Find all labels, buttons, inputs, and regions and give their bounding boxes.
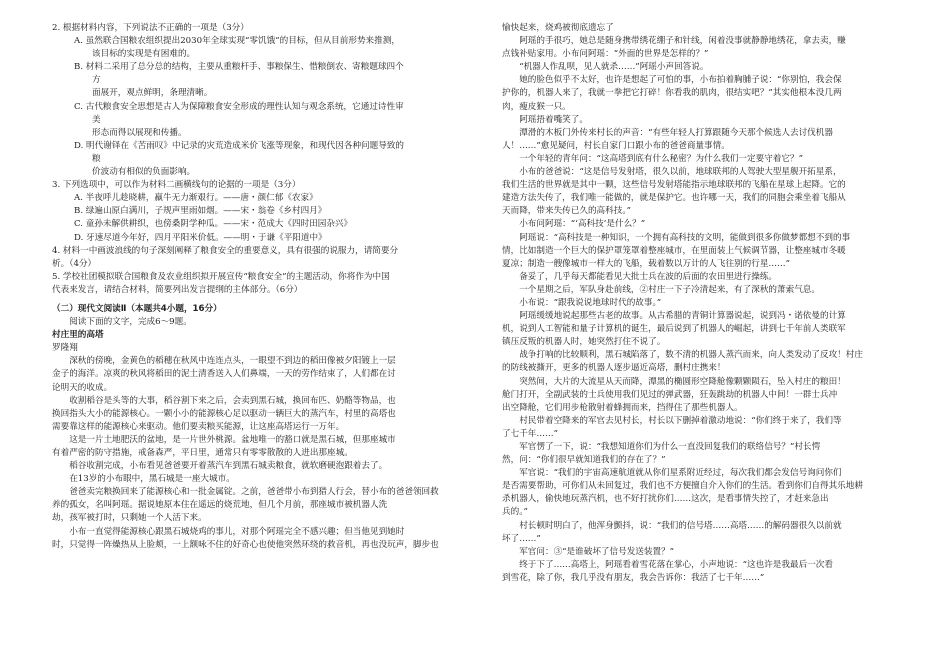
right-text-line: 备妥了，几乎每天都能看见大批士兵在波的后面的农田里进行操练。	[519, 271, 778, 282]
right-text-line: 到雪花，除了你，我几乎没有朋友，我会告诉你：我活了七千年……”	[502, 572, 765, 583]
right-text-line: 她的脸色似乎不太好，也许是想起了可怕的事，小布拍着胸脯子说：“你别怕，我会保	[519, 75, 842, 86]
left-text-line: 罗隆翔	[52, 343, 78, 354]
left-text-line: 深秋的傍晚，金黄色的稻穗在秋风中连连点头，一眼望不到边的稻田像被夕阳镀上一层	[69, 356, 396, 367]
left-text-line: 代表来发言，请结合材料，简要列出发言提纲的主体部分。（6分）	[52, 284, 303, 295]
right-text-line: 愉快起来，烧鸡被彻底遗忘了	[502, 23, 614, 33]
left-text-line: 换回指头大小的能源核心。一颗小小的能源核心足以驱动一辆巨大的蒸汽车，村里的高塔也	[52, 408, 396, 419]
left-text-line: 4. 材料一中画波浪线的句子深刻阐释了粮食安全的重要意义，具有很强的说服力，请简要分	[52, 245, 399, 256]
left-text-line: 形态而得以展现和传播。	[92, 127, 187, 138]
left-text-line: B. 绿遍山原白满川，子规声里雨如烟。——宋・翁卷《乡村四月》	[74, 206, 327, 217]
left-text-line: 方	[92, 75, 101, 86]
left-text-line: C. 古代粮食安全思想是古人为保障粮食安全形成的理性认知与观念系统，它通过诗性审	[74, 101, 404, 112]
left-text-line: 美	[92, 114, 101, 125]
right-text-line: 一个星期之后，军队身赴前线，②村庄一下子冷清起来，有了深秋的萧索气息。	[519, 284, 820, 295]
left-text-line: 面展开，观点鲜明，条理清晰。	[92, 88, 213, 99]
right-text-line: 终于下了……高塔上，阿瑶看着雪花落在掌心，小声地说：“这也许是我最后一次看	[519, 559, 833, 570]
right-text-line: 村民带着空降来的军官去见村长，村长以下删掉着激动地说：“你们终于来了，我们等	[519, 415, 842, 426]
left-text-line: 村庄里的高塔	[52, 330, 104, 341]
left-text-line: 论明天的收成。	[52, 382, 113, 393]
right-text-line: 小布说：“跟我说说地球时代的故事。”	[519, 297, 662, 308]
left-text-line: C. 童孙未解供耕织，也傍桑阴学种瓜。——宋・范成大《四时田园杂兴》	[74, 219, 353, 230]
right-text-line: 军官问：③“是谁破坏了信号发送装置？”	[519, 546, 675, 557]
left-text-line: 有着严密的防守措施，戒备森严，平日里，通常只有零零散散的人进出那座城。	[52, 448, 353, 458]
left-text-line: 时，只觉得一阵燥热从上脸颊，一上额咏不住的好奇心也使他突然环绕的救音机，再也没玩声，脚步也	[52, 539, 439, 550]
left-text-line: 金子的海洋。凉爽的秋风将稻田的泥土清香送入人们鼻端，一天的劳作结束了，人们都在讨	[52, 369, 396, 380]
left-text-line: D. 明代谢铎在《苦雨叹》中记录的灾荒造成米价飞涨等现象，和现代因各种问题导致的	[74, 140, 405, 151]
left-text-line: D. 牙速尽道今年好，四月平阳米价低。——明・于谦《平阳道中》	[74, 232, 327, 243]
left-text-line: 5. 学校社团模拟联合国粮食及农业组织拟开展宣传“粮食安全”的主题活动，你将作为中国	[52, 271, 390, 282]
right-text-line: 我们生活的世界就是其中一颗，这些信号发射塔能指示地球联邦的飞船在星球上起降。它的	[502, 180, 846, 191]
left-text-line: 该目标的实现是有困难的。	[92, 49, 196, 60]
right-text-line: 然，问：“你们很早就知道我们的存在了？”	[502, 455, 666, 466]
right-text-line: 军官愣了一下，说：“我想知道你们为什么一直没回复我们的联络信号？”村长愕	[519, 442, 821, 452]
right-text-line: 军官说：“我们的宇宙高速航道就从你们星系附近经过，每次我们都会发信号询问你们	[519, 468, 842, 479]
left-text-line: A. 虽然联合国粮农组织提出2030年全球实现“零饥饿”的目标，但从目前形势来推测，	[74, 36, 400, 47]
right-text-line: 阿瑶的手很巧，她总是随身携带绣花绷子和针线，闲着没事就静静地绣花，拿去卖，赚	[519, 36, 846, 47]
right-text-line: 点钱补贴家用。小布问阿瑶：“外面的世界是怎样的？”	[502, 49, 709, 60]
left-text-line: 小布一直觉得能源核心跟黑石城烧鸡的事儿，对那个阿瑶完全不感兴趣；但当他见到她时	[69, 526, 405, 537]
right-text-line: 一个年轻的青年问：“这高塔到底有什么秘密？为什么我们一定要守着它？”	[519, 153, 803, 164]
left-text-line: 粮	[92, 153, 101, 164]
left-text-line: 需要靠这样的能源核心来驱动。他们要卖粮买能源，让这座高塔运行一万年。	[52, 421, 345, 432]
right-text-line: 了七千年……”	[502, 428, 558, 439]
right-text-line: 情，比如制造一个巨大的保护罩笼罩着整座城市，在里面装上气候调节器，让整座城市冬暖	[502, 245, 846, 256]
right-text-line: 是否需要帮助，可你们从未回复过，我们也不方便擅自介入你们的生活。看到你们自得其乐地耕	[502, 481, 863, 492]
left-text-line: 收割稻谷是头等的大事，稻谷割下来之后，会卖到黑石城，换回布匹、奶酪等物品，也	[69, 395, 396, 406]
right-text-line: 小布问阿瑶：“‘高科技’是什么？”	[519, 219, 646, 230]
right-text-line: 出空降舱，它们用步枪散射着蜂拥而来，挡得住了那些机器人。	[502, 402, 743, 413]
right-text-line: 镇压反叛的机器人时，她突然打住不说了。	[502, 337, 666, 348]
left-text-line: A. 半夜呼儿趁晓耕，羸牛无力渐艰行。——唐・颜仁郁《农家》	[74, 193, 318, 204]
left-text-line: B. 材料二采用了总分总的结构，主要从重粮杆手、事粮保生、惜粮倒农、寄粮题球四个	[74, 62, 404, 73]
right-text-line: 潭滑的木板门外传来村长的声音：“有些年轻人打算跟随今天那个候选人去讨伐机器	[519, 127, 833, 138]
left-text-line: 劫，孩军被打时，只剩她一个人活下来。	[52, 513, 207, 524]
right-text-line: 突然间，大片的大流星从天而降，潭黑的椭圆形空降舱像颗颗陨石，坠入村庄的粮田！	[519, 376, 846, 387]
right-text-line: 天而降，带来失传已久的高科技。”	[502, 206, 632, 217]
left-text-line: 2. 根据材料内容，下列说法不正确的一项是（3分）	[52, 23, 249, 33]
right-text-line: 杀机器人，偷快地玩蒸汽机，也不好打扰你们……这次，是看事情失控了，才赶来急出	[502, 494, 829, 505]
right-text-line: 肉，瘦皮猴一只。	[502, 101, 571, 112]
right-text-line: 的防线被撕开，更多的机器人逐步逼近高塔，删村庄携来！	[502, 363, 726, 374]
right-text-line: 人！……”愈见疑问，村长自家门口跟小布的爸爸商量事情。	[502, 140, 730, 151]
right-text-line: 兵的。”	[502, 507, 528, 518]
left-text-line: 这是一片土地肥沃的盆地，是一片世外桃源。盆地唯一的豁口就是黑石城，但那座城市	[69, 434, 396, 445]
left-text-line: 养的孤女，名叫阿瑶。据说她原本住在遥远的烧荒地，但几个月前，那座城市被机器人洗	[52, 500, 388, 511]
right-text-line: 坏了……”	[502, 533, 541, 544]
right-text-line: 护你的，机器人来了，我就一拳把它打碎！你看我的肌肉，很结实吧？”其实他根本没几两	[502, 88, 842, 99]
right-text-line: 阿瑶缓缓地说起那些古老的故事。从古希腊的青铜计算器说起，说到冯・诺依曼的计算	[519, 311, 846, 322]
right-text-line: 舱门打开，全副武装的士兵使用我们见过的弹武器，狂轰跳劫的机器人中间！一群士兵冲	[502, 389, 838, 400]
right-text-line: 村长顿时明白了，他浑身颤抖，说：“我们的信号塔……高塔……的解码器很久以前就	[519, 520, 842, 531]
left-text-line: 析。（4分）	[52, 258, 97, 269]
right-text-line: 夏凉；制造一艘像城市一样大的飞船，载着数以万计的人飞往别的行星……”	[502, 258, 790, 269]
left-text-line: 爸爸卖完粮换回来了能源核心和一批金属锭。之前，爸爸带小布到猎人行会，替小布的爸爸领回救	[69, 487, 439, 498]
left-column	[52, 22, 454, 552]
right-text-line: 战争打响的比较顺利，黑石城陷落了，数不清的机器人蒸汽而来，向人类发动了反攻！村庄	[519, 350, 863, 361]
left-text-line: 阅读下面的文字，完成6～9题。	[69, 317, 192, 328]
right-text-line: 阿瑶捂着嘴笑了。	[519, 114, 588, 125]
right-text-line: “机器人作乱呗，见人就杀……”阿瑶小声回答说。	[519, 62, 709, 73]
left-text-line: （二）现代文阅读Ⅱ（本题共4小题，16分）	[52, 303, 222, 314]
right-text-line: 机，说到人工智能和量子计算机的诞生，最后说到了机器人的崛起，讲到七千年前人类联军	[502, 324, 846, 335]
left-text-line: 稻谷收割完成，小布看见爸爸要开着蒸汽车到黑石城卖粮食，就软磨硬泡跟着去了。	[69, 461, 388, 472]
right-text-line: 建造方法失传了，我们唯一能做的，就是保护它。也许哪一天，我们的同胞会乘坐着飞船从	[502, 193, 846, 204]
right-text-line: 小布的爸爸说：“这是信号发射塔，很久以前，地球联邦的人驾驶大型星舰开拓星系，	[519, 167, 842, 178]
left-text-line: 3. 下列选项中，可以作为材料二画横线句的论据的一项是（3分）	[52, 180, 301, 191]
left-text-line: 在13岁的小布眼中，黑石城是一座大城市。	[69, 474, 235, 485]
right-text-line: 阿瑶说：“高科技是一种知识，一个拥有高科技的文明，能做到很多你做梦都想不到的事	[519, 232, 851, 243]
left-text-line: 价波动有相似的负面影响。	[92, 167, 196, 178]
right-column	[502, 22, 907, 585]
